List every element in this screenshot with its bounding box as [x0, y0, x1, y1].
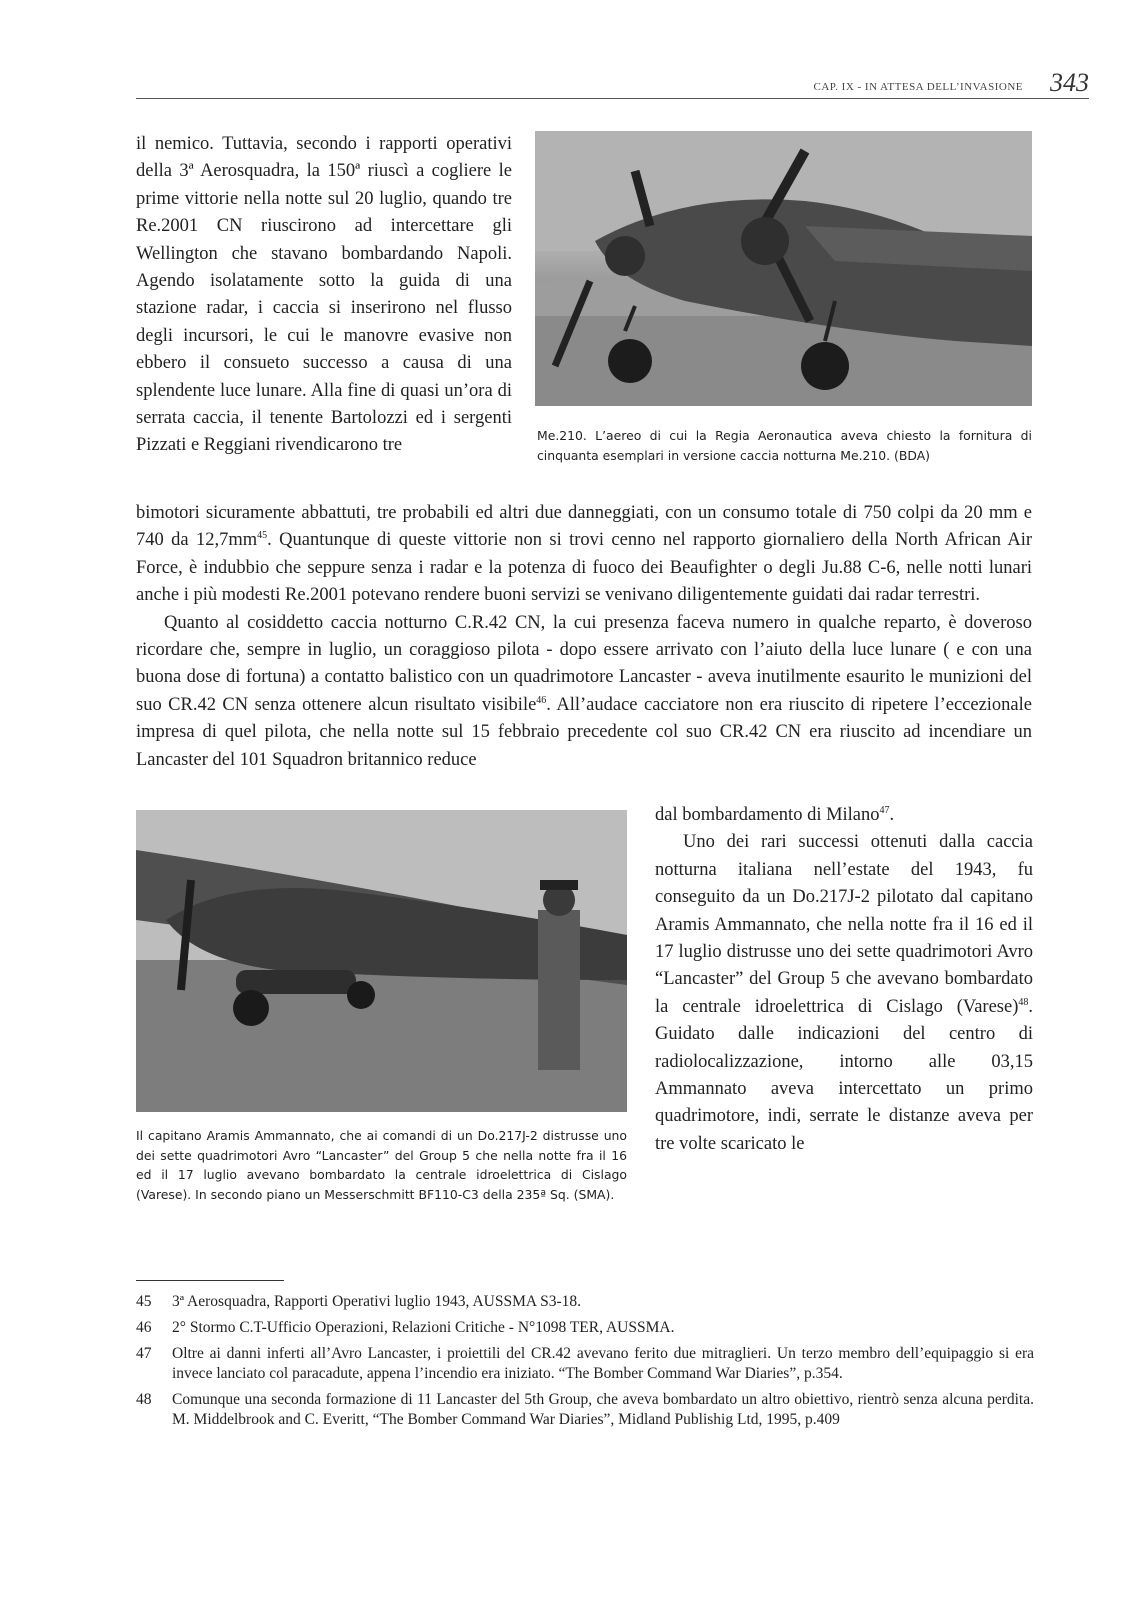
- footnote-number: 46: [136, 1319, 152, 1336]
- paragraph-2-end: dal bombardamento di Milano$^{47}$.: [655, 804, 895, 825]
- page-number: 343: [1050, 68, 1089, 97]
- paragraph-2-part-b: . All’audace cacciatore non era riuscito di ripetere l’eccezionale impresa di quel pilota, che nella notte sul 15 febbraio precedente col suo CR.42 CN era riuscito ad incendiare un Lancaster del 101 Squadron britannico reduce: [136, 694, 1032, 770]
- running-header: [136, 68, 1089, 99]
- paragraph-2: [136, 610, 1032, 774]
- footnote-number: 48: [136, 1391, 152, 1408]
- me210-aircraft-illustration: [535, 131, 1032, 406]
- paragraph-1: [136, 500, 1032, 610]
- chapter-title: CAP. IX - IN ATTESA DELL’INVASIONE: [813, 81, 1023, 93]
- footnote: [136, 1344, 1034, 1384]
- footnote-ref-45: 45: [257, 530, 268, 542]
- caption-me210: Me.210. L’aereo di cui la Regia Aeronautica aveva chiesto la fornitura di cinquanta esemplari in versione caccia notturna Me.210. (BDA): [537, 428, 1032, 463]
- paragraph-2-part-a: Quanto al cosiddetto caccia notturno C.R.42 CN, la cui presenza faceva numero in qualche reparto, è doveroso ricordare che, sempre in luglio, un coraggioso pilota - dopo essere arrivato con l’aiuto della luce lunare ( e con una buona dose di fortuna) a contatto balistico con un quadrimotore Lancaster - aveva inutilmente esaurito le munizioni del suo CR.42 CN senza ottenere alcun risultato visibile: [136, 612, 1032, 715]
- footnote: [136, 1390, 1034, 1430]
- footnote-ref-47: 47: [879, 804, 890, 816]
- right-column-text: [655, 802, 1033, 1158]
- full-width-text: [136, 500, 1032, 774]
- ammannato-aircraft-illustration: [136, 810, 627, 1112]
- footnotes: [136, 1292, 1034, 1436]
- footnote-number: 45: [136, 1293, 152, 1310]
- caption-ammannato: Il capitano Aramis Ammannato, che ai comandi di un Do.217J-2 distrusse uno dei sette quadrimotori Avro “Lancaster” del Group 5 che nella notte fra il 16 ed il 17 luglio avevano bombardato la centrale idroelettrica di Cislago (Varese). In secondo piano un Messerschmitt BF110-C3 della 235ª Sq. (SMA).: [136, 1128, 627, 1202]
- footnote-text: 3ª Aerosquadra, Rapporti Operativi luglio 1943, AUSSMA S3-18.: [172, 1293, 581, 1310]
- footnote-text: Comunque una seconda formazione di 11 Lancaster del 5th Group, che aveva bombardato un altro obiettivo, rientrò senza alcuna perdita. M. Middelbrook and C. Everitt, “The Bomber Command War Diaries”, Midland Publishig Ltd, 1995, p.409: [172, 1391, 1034, 1428]
- footnote-text: Oltre ai danni inferti all’Avro Lancaster, i proiettili del CR.42 avevano ferito due mitraglieri. Un terzo membro dell’equipaggio si era invece lanciato col paracadute, appena l’incendio era iniziato. “The Bomber Command War Diaries”, p.354.: [172, 1345, 1034, 1382]
- footnote: [136, 1318, 1034, 1338]
- paragraph-3-part-b: . Guidato dalle indicazioni del centro di radiolocalizzazione, intorno alle 03,15 Ammannato aveva intercettato un primo quadrimotore, indi, serrate le distanze aveva per tre volte scaricato le: [655, 996, 1033, 1154]
- paragraph-3: [655, 829, 1033, 1158]
- footnote-number: 47: [136, 1345, 152, 1362]
- paragraph-1-part-b: . Quantunque di queste vittorie non si trovi cenno nel rapporto giornaliero della North African Air Force, è indubbio che seppure senza i radar e la potenza di fuoco dei Beaufighter o degli Ju.88 C-6, nelle notti lunari anche i più modesti Re.2001 potevano rendere buoni servizi se venivano diligentemente guidati dai radar terrestri.: [136, 530, 1032, 606]
- paragraph-1-part-a: bimotori sicuramente abbattuti, tre probabili ed altri due danneggiati, con un consumo totale di 750 colpi da 20 mm e 740 da 12,7mm: [136, 503, 1032, 551]
- photo-me210: [535, 131, 1032, 406]
- footnote-ref-46: 46: [536, 694, 547, 706]
- paragraph-top: il nemico. Tuttavia, secondo i rapporti operativi della 3ª Aerosquadra, la 150ª riuscì a cogliere le prime vittorie nella notte sul 20 luglio, quando tre Re.2001 CN riuscirono ad intercettare gli Wellington che stavano bombardando Napoli. Agendo isolatamente sotto la guida di una stazione radar, i caccia si inserirono nel flusso degli incursori, le cui le manovre evasive non ebbero il consueto successo a causa di una splendente luce lunare. Alla fine di quasi un’ora di serrata caccia, il tenente Bartolozzi ed i sergenti Pizzati e Reggiani rivendicarono tre: [136, 134, 512, 456]
- paragraph-2-ending: dal bombardamento di Milano: [655, 805, 880, 825]
- footnote: [136, 1292, 1034, 1312]
- paragraph-3-part-a: Uno dei rari successi ottenuti dalla caccia notturna italiana nell’estate del 1943, fu conseguito da un Do.217J-2 pilotato dal capitano Aramis Ammannato, che nella notte fra il 16 ed il 17 luglio distrusse uno dei sette quadrimotori Avro “Lancaster” del Group 5 che avevano bombardato la centrale idroelettrica di Cislago (Varese): [655, 832, 1033, 1017]
- footnote-text: 2° Stormo C.T-Ufficio Operazioni, Relazioni Critiche - N°1098 TER, AUSSMA.: [172, 1319, 675, 1336]
- footnote-ref-48: 48: [1018, 996, 1029, 1008]
- footnote-divider: [136, 1280, 284, 1281]
- photo-ammannato: [136, 810, 627, 1112]
